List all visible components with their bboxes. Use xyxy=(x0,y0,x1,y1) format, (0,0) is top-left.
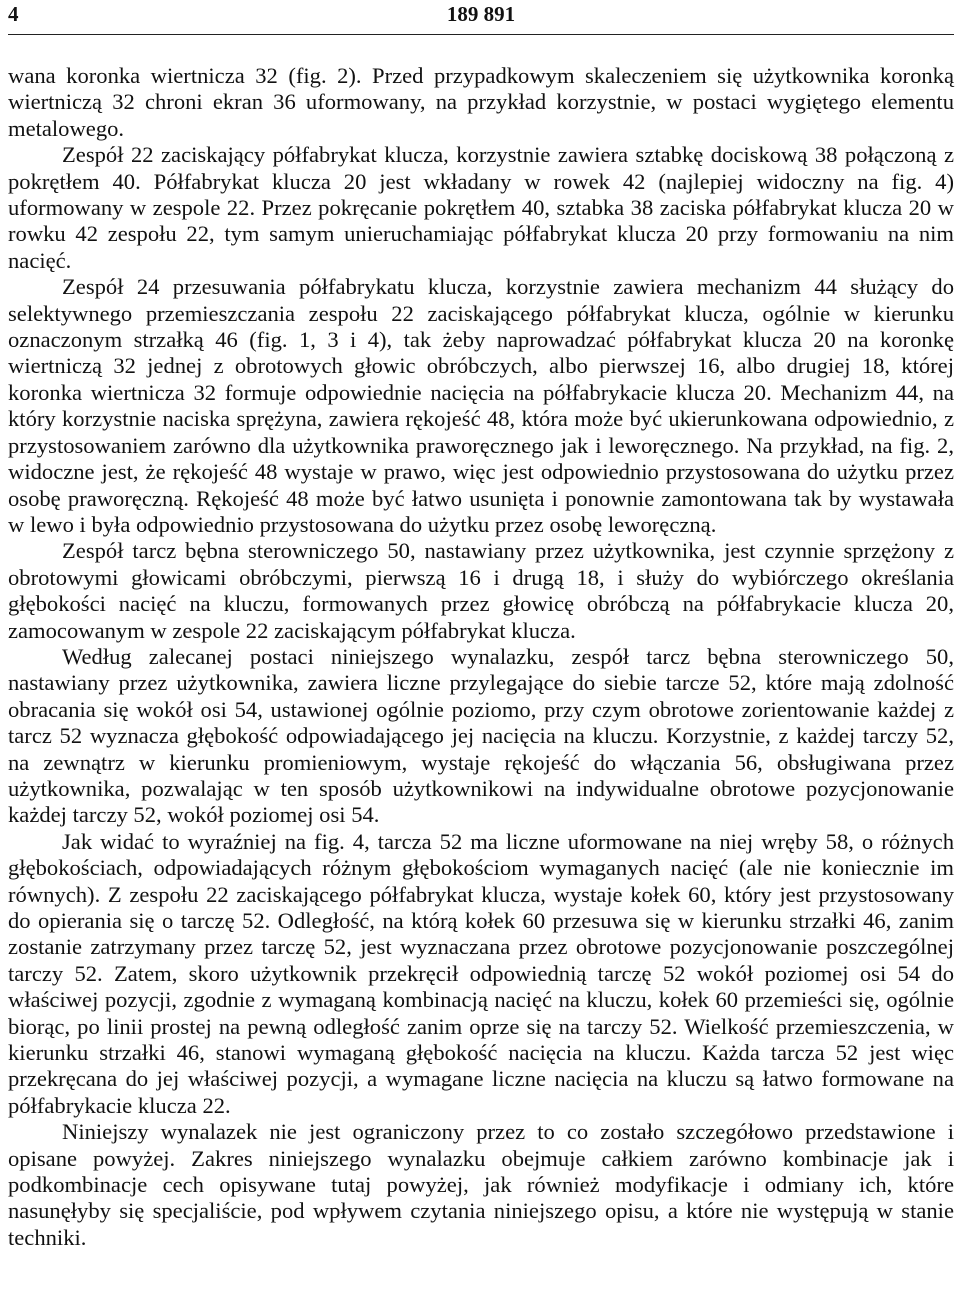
body-text xyxy=(8,63,954,1251)
paragraph: Jak widać to wyraźniej na fig. 4, tarcza 52 ma liczne uformowane na niej wręby 58, o różnych głębokościach, odpowiadających różnym głębokościom wymaganych nacięć (ale nie koniecznie im równych). Z zespołu 22 zaciskającego półfabrykat klucza, wystaje kołek 60, który jest przystosowany do opierania się o tarczę 52. Odległość, na którą kołek 60 przesuwa się w kierunku strzałki 46, zanim zostanie zatrzymany przez tarczę 52, jest wyznaczana przez obrotowe pozycjonowanie poszczególnej tarczy 52. Zatem, skoro użytkownik przekręcił odpowiednią tarczę 52 wokół poziomej osi 54 do właściwej pozycji, zgodnie z wymaganą kombinacją nacięć na kluczu, kołek 60 przemieści się, ogólnie biorąc, po linii prostej na pewną odległość zanim oprze się na tarczy 52. Wielkość przemieszczenia, w kierunku strzałki 46, stanowi wymaganą głębokość nacięcia na kluczu. Każda tarcza 52 jest więc przekręcana do jej właściwej pozycji, a wymagane liczne nacięcia na kluczu są łatwo formowane na półfabrykacie klucza 22. xyxy=(8,828,954,1118)
paragraph: Zespół 24 przesuwania półfabrykatu klucza, korzystnie zawiera mechanizm 44 służący do selektywnego przemieszczania zespołu 22 zaciskającego półfabrykat klucza, ogólnie w kierunku oznaczonym strzałką 46 (fig. 1, 3 i 4), tak żeby naprowadzać półfabrykat klucza 20 na koronkę wiertniczą 32 jednej z obrotowych głowic obróbczych, albo pierwszej 16, albo drugiej 18, której koronka wiertnicza 32 formuje odpowiednie nacięcia na półfabrykacie klucza 20. Mechanizm 44, na który korzystnie naciska sprężyna, zawiera rękojeść 48, która może być ukierunkowana odpowiednio, z przystosowaniem zarówno dla użytkownika praworęcznego jak i leworęcznego. Na przykład, na fig. 2, widoczne jest, że rękojeść 48 wystaje w prawo, więc jest odpowiednio przystosowana do użytku przez osobę praworęczną. Rękojeść 48 może być łatwo usunięta i ponownie zamontowana tak by wystawała w lewo i była odpowiednio przystosowana do użytku przez osobę leworęczną. xyxy=(8,274,954,537)
paragraph: Według zalecanej postaci niniejszego wynalazku, zespół tarcz bębna sterowniczego 50, nastawiany przez użytkownika, zawiera liczne przylegające do siebie tarcze 52, które mają zdolność obracania się wokół osi 54, ustawionej ogólnie poziomo, przy czym obrotowe zorientowanie każdej z tarcz 52 wyznacza głębokość odpowiadającego jej nacięcia na kluczu. Korzystnie, z każdej tarczy 52, na zewnątrz w kierunku promieniowym, wystaje rękojeść do włączania 56, obsługiwana przez użytkownika, pozwalając w ten sposób użytkownikowi na indywidualne obrotowe pozycjonowanie każdej tarczy 52, wokół poziomej osi 54. xyxy=(8,643,954,828)
patent-number: 189 891 xyxy=(446,2,516,26)
page-number: 4 xyxy=(8,2,19,26)
paragraph: Niniejszy wynalazek nie jest ograniczony przez to co zostało szczegółowo przedstawione i opisane powyżej. Zakres niniejszego wynalazku obejmuje całkiem zarówno kombinacje jak i podkombinacje cech opisywane tutaj powyżej, jak również modyfikacje i odmiany ich, które nasunęłyby się specjaliście, pod wpływem czytania niniejszego opisu, a które nie występują w stanie techniki. xyxy=(8,1119,954,1250)
paragraph: Zespół tarcz bębna sterowniczego 50, nastawiany przez użytkownika, jest czynnie sprzężony z obrotowymi głowicami obróbczymi, pierwszą 16 i drugą 18, i służy do wybiórczego określania głębokości nacięć na kluczu, formowanych przez głowicę obróbczą na półfabrykacie klucza 20, zamocowanym w zespole 22 zaciskającym półfabrykat klucza. xyxy=(8,538,954,643)
page-header xyxy=(8,0,954,30)
paragraph: Zespół 22 zaciskający półfabrykat klucza, korzystnie zawiera sztabkę dociskową 38 połączoną z pokrętłem 40. Półfabrykat klucza 20 jest wkładany w rowek 42 (najlepiej widoczny na fig. 4) uformowany w zespole 22. Przez pokręcanie pokrętłem 40, sztabka 38 zaciska półfabrykat klucza 20 w rowku 42 zespołu 22, tym samym unieruchamiając półfabrykat klucza 20 przy formowaniu na nim nacięć. xyxy=(8,142,954,273)
paragraph: wana koronka wiertnicza 32 (fig. 2). Przed przypadkowym skaleczeniem się użytkownika koronką wiertniczą 32 chroni ekran 36 uformowany, na przykład korzystnie, w postaci wygiętego elementu metalowego. xyxy=(8,63,954,141)
header-rule xyxy=(8,34,954,35)
